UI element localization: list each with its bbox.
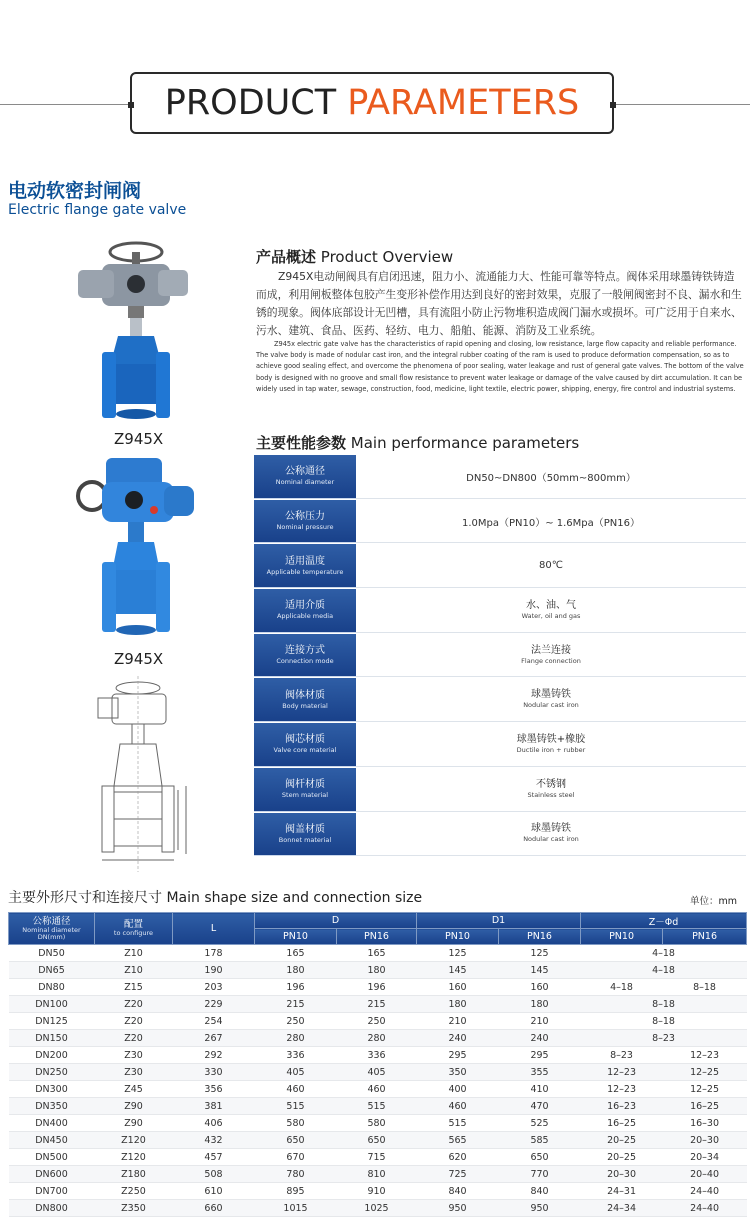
performance-value [356, 723, 746, 767]
key-en: Nominal diameter [275, 478, 335, 487]
product-name-en: Electric flange gate valve [8, 202, 187, 218]
performance-key [254, 768, 356, 812]
table-row [9, 1081, 747, 1098]
table-cell: 810 [337, 1166, 417, 1183]
table-cell: DN50 [9, 945, 95, 962]
performance-row [254, 678, 746, 723]
key-en: Connection mode [276, 657, 334, 666]
key-en: Applicable media [276, 612, 334, 621]
table-cell: DN350 [9, 1098, 95, 1115]
table-cell: Z120 [95, 1149, 173, 1166]
header-d: D [255, 913, 417, 929]
table-cell: DN150 [9, 1030, 95, 1047]
table-cell: 508 [173, 1166, 255, 1183]
table-cell: 650 [337, 1132, 417, 1149]
table-cell: DN80 [9, 979, 95, 996]
table-cell: 650 [255, 1132, 337, 1149]
table-cell: 8–18 [581, 996, 747, 1013]
size-title: 主要外形尺寸和连接尺寸 Main shape size and connection size [8, 890, 423, 906]
gate-valve-actuator-handwheel [72, 452, 200, 648]
table-cell: 240 [499, 1030, 581, 1047]
table-cell: 165 [255, 945, 337, 962]
table-cell: 196 [337, 979, 417, 996]
header-z: Z－Φd [581, 913, 747, 929]
table-cell: 190 [173, 962, 255, 979]
performance-key [254, 455, 356, 499]
table-cell: 8–18 [581, 1013, 747, 1030]
table-cell: DN125 [9, 1013, 95, 1030]
header-pn16: PN16 [337, 929, 417, 945]
table-cell: Z20 [95, 996, 173, 1013]
table-cell: 381 [173, 1098, 255, 1115]
banner-title [165, 83, 580, 123]
table-cell: 210 [499, 1013, 581, 1030]
overview-text-cn: Z945X电动闸阀具有启闭迅速，阻力小、流通能力大、性能可靠等特点。阀体采用球墨铸铁铸造而成，利用闸板整体包胶产生变形补偿作用达到良好的密封效果，克服了一般闸阀密封不良、漏水和生锈的现象。阀体底部设计无凹槽，具有流阻小防止污物堆积造成阀门漏水或损坏。可广泛用于自来水、污水、建筑、食品、医药、轻纺、电力、船舶、能源、消防及工业系统。 [256, 270, 742, 337]
table-cell: Z20 [95, 1013, 173, 1030]
table-cell: 165 [337, 945, 417, 962]
table-cell: 295 [499, 1047, 581, 1064]
header-dn [9, 913, 95, 945]
key-en: Stem material [281, 791, 329, 800]
table-cell: 580 [337, 1115, 417, 1132]
performance-value [356, 500, 746, 544]
key-cn: 阀杆材质 [285, 779, 325, 791]
table-cell: DN200 [9, 1047, 95, 1064]
table-cell: 356 [173, 1081, 255, 1098]
table-cell: 20–30 [663, 1132, 747, 1149]
key-en: Bonnet material [278, 835, 332, 844]
table-cell: 460 [255, 1081, 337, 1098]
table-cell: 20–34 [663, 1149, 747, 1166]
header-pn10: PN10 [255, 929, 337, 945]
key-cn: 阀体材质 [285, 689, 325, 701]
table-cell: Z180 [95, 1166, 173, 1183]
table-cell: 355 [499, 1064, 581, 1081]
performance-row [254, 544, 746, 589]
table-cell: 432 [173, 1132, 255, 1149]
table-cell: 8–23 [581, 1030, 747, 1047]
performance-row [254, 723, 746, 768]
table-cell: 250 [255, 1013, 337, 1030]
table-cell: Z250 [95, 1183, 173, 1200]
table-cell: 145 [417, 962, 499, 979]
model-label-1: Z945X [114, 430, 164, 448]
table-cell: 145 [499, 962, 581, 979]
table-cell: 515 [417, 1115, 499, 1132]
table-cell: 125 [499, 945, 581, 962]
table-row [9, 1200, 747, 1217]
table-cell: 585 [499, 1132, 581, 1149]
table-row [9, 1064, 747, 1081]
value-en: Water, oil and gas [521, 611, 581, 620]
table-cell: 336 [255, 1047, 337, 1064]
gate-valve-actuator-large [72, 240, 200, 430]
performance-key [254, 813, 356, 857]
performance-key [254, 678, 356, 722]
table-cell: 20–30 [581, 1166, 663, 1183]
table-cell: Z10 [95, 945, 173, 962]
performance-value [356, 678, 746, 722]
table-cell: 565 [417, 1132, 499, 1149]
table-cell: 12–23 [663, 1047, 747, 1064]
table-cell: 203 [173, 979, 255, 996]
table-cell: 180 [337, 962, 417, 979]
value-cn: 法兰连接 [531, 644, 571, 656]
table-cell: DN600 [9, 1166, 95, 1183]
table-cell: 16–30 [663, 1115, 747, 1132]
header-pn16: PN16 [499, 929, 581, 945]
size-table-body [9, 945, 747, 1217]
key-cn: 阀盖材质 [285, 823, 325, 835]
table-row [9, 979, 747, 996]
size-table [8, 912, 747, 1217]
value-en: Nodular cast iron [523, 701, 579, 710]
performance-title-cn: 主要性能参数 [256, 434, 347, 452]
key-en: Valve core material [273, 746, 337, 755]
section-banner [130, 72, 614, 134]
table-row [9, 1115, 747, 1132]
table-cell: 470 [499, 1098, 581, 1115]
value-main: 1.0Mpa（PN10）~ 1.6Mpa（PN16） [461, 517, 641, 529]
performance-value [356, 455, 746, 499]
key-cn: 连接方式 [285, 645, 325, 657]
table-cell: 160 [417, 979, 499, 996]
table-cell: 610 [173, 1183, 255, 1200]
value-cn: 水、油、气 [526, 599, 576, 611]
table-row [9, 1166, 747, 1183]
performance-table [254, 455, 746, 857]
value-main: DN50~DN800（50mm~800mm） [466, 472, 636, 484]
performance-row [254, 455, 746, 500]
performance-key [254, 589, 356, 633]
overview-text-en: Z945x electric gate valve has the characteristics of rapid opening and closing, low resistance, large flow capacity and reliable performance. The valve body is made of nodular cast iron, and the integral rubber coating of the ram is used to produce deformation compensation, so as to achieve good sealing effect, and overcome the phenomena of poor sealing, water leakage and rust of general gate valves. The bottom of the valve body is designed with no groove and small flow resistance to prevent water leakage or damage of the valve caused by dirt accumulation. It can be widely used in tap water, sewage, construction, food, medicine, light textile, electric power, shipping, energy, fire control and industrial systems. [256, 340, 744, 393]
performance-key [254, 634, 356, 678]
table-cell: 8–23 [581, 1047, 663, 1064]
value-cn: 不锈钢 [536, 778, 566, 790]
header-pn10: PN10 [581, 929, 663, 945]
table-cell: 715 [337, 1149, 417, 1166]
table-row [9, 1149, 747, 1166]
table-cell: 292 [173, 1047, 255, 1064]
table-cell: 405 [337, 1064, 417, 1081]
value-cn: 球墨铸铁 [531, 823, 571, 835]
table-cell: 16–23 [581, 1098, 663, 1115]
table-cell: 12–23 [581, 1064, 663, 1081]
performance-key [254, 500, 356, 544]
table-cell: Z45 [95, 1081, 173, 1098]
value-en: Stainless steel [527, 790, 575, 799]
key-cn: 公称通径 [285, 466, 325, 478]
performance-value [356, 634, 746, 678]
overview-title-cn: 产品概述 [256, 248, 317, 266]
header-pn16: PN16 [663, 929, 747, 945]
banner-title-part2: PARAMETERS [347, 83, 580, 123]
table-cell: 1015 [255, 1200, 337, 1217]
table-cell: 267 [173, 1030, 255, 1047]
table-cell: 406 [173, 1115, 255, 1132]
key-en: Body material [282, 701, 328, 710]
table-cell: Z120 [95, 1132, 173, 1149]
table-cell: 180 [255, 962, 337, 979]
table-cell: 240 [417, 1030, 499, 1047]
key-en: Applicable temperature [266, 567, 344, 576]
table-cell: DN65 [9, 962, 95, 979]
overview-title-en: Product Overview [320, 248, 454, 266]
unit-label: 单位：mm [690, 896, 738, 907]
key-cn: 公称压力 [285, 511, 325, 523]
value-cn: 球墨铸铁+橡胶 [516, 733, 586, 745]
table-cell: 525 [499, 1115, 581, 1132]
table-cell: Z30 [95, 1064, 173, 1081]
table-cell: 180 [499, 996, 581, 1013]
table-cell: 12–23 [581, 1081, 663, 1098]
table-cell: 125 [417, 945, 499, 962]
table-cell: 295 [417, 1047, 499, 1064]
table-cell: 770 [499, 1166, 581, 1183]
header-l: L [173, 913, 255, 945]
table-cell: 457 [173, 1149, 255, 1166]
table-cell: 215 [337, 996, 417, 1013]
table-cell: DN450 [9, 1132, 95, 1149]
table-cell: 229 [173, 996, 255, 1013]
table-cell: 350 [417, 1064, 499, 1081]
table-cell: 910 [337, 1183, 417, 1200]
table-row [9, 1047, 747, 1064]
table-cell: 196 [255, 979, 337, 996]
table-cell: 4–18 [581, 979, 663, 996]
table-cell: 8–18 [663, 979, 747, 996]
model-label-2: Z945X [114, 650, 164, 668]
table-cell: Z350 [95, 1200, 173, 1217]
table-cell: 840 [499, 1183, 581, 1200]
table-cell: 780 [255, 1166, 337, 1183]
table-cell: 515 [255, 1098, 337, 1115]
header-d1: D1 [417, 913, 581, 929]
table-cell: Z90 [95, 1098, 173, 1115]
table-cell: Z90 [95, 1115, 173, 1132]
performance-row [254, 768, 746, 813]
header-config-en: to configure [113, 929, 154, 937]
table-cell: Z30 [95, 1047, 173, 1064]
table-cell: 20–40 [663, 1166, 747, 1183]
table-cell: Z15 [95, 979, 173, 996]
table-cell: 725 [417, 1166, 499, 1183]
performance-title-en: Main performance parameters [350, 434, 580, 452]
table-cell: 460 [417, 1098, 499, 1115]
table-cell: 20–25 [581, 1149, 663, 1166]
value-en: Flange connection [521, 656, 581, 665]
table-cell: 20–25 [581, 1132, 663, 1149]
table-cell: 515 [337, 1098, 417, 1115]
value-en: Nodular cast iron [523, 835, 579, 844]
performance-value [356, 589, 746, 633]
performance-row [254, 500, 746, 545]
table-cell: 1025 [337, 1200, 417, 1217]
table-cell: DN300 [9, 1081, 95, 1098]
table-row [9, 1013, 747, 1030]
table-row [9, 962, 747, 979]
performance-value [356, 768, 746, 812]
table-cell: DN400 [9, 1115, 95, 1132]
header-dn-cn: 公称通径 [32, 915, 71, 927]
value-cn: 球墨铸铁 [531, 689, 571, 701]
key-cn: 适用介质 [285, 600, 325, 612]
table-cell: Z20 [95, 1030, 173, 1047]
table-cell: 160 [499, 979, 581, 996]
table-cell: 250 [337, 1013, 417, 1030]
table-cell: 405 [255, 1064, 337, 1081]
table-row [9, 945, 747, 962]
table-cell: 178 [173, 945, 255, 962]
table-cell: 580 [255, 1115, 337, 1132]
table-cell: 12–25 [663, 1064, 747, 1081]
overview-title [256, 246, 453, 267]
table-cell: 410 [499, 1081, 581, 1098]
table-cell: DN700 [9, 1183, 95, 1200]
header-config [95, 913, 173, 945]
table-cell: 280 [337, 1030, 417, 1047]
performance-value [356, 544, 746, 588]
table-row [9, 1030, 747, 1047]
key-cn: 阀芯材质 [285, 734, 325, 746]
header-dn-en: Nominal diameter DN(mm) [22, 925, 81, 941]
table-cell: 460 [337, 1081, 417, 1098]
table-cell: 24–34 [581, 1200, 663, 1217]
table-cell: 12–25 [663, 1081, 747, 1098]
performance-key [254, 723, 356, 767]
table-cell: 254 [173, 1013, 255, 1030]
table-cell: 24–40 [663, 1183, 747, 1200]
table-cell: 950 [417, 1200, 499, 1217]
table-cell: DN500 [9, 1149, 95, 1166]
table-row [9, 1132, 747, 1149]
table-cell: Z10 [95, 962, 173, 979]
header-pn10: PN10 [417, 929, 499, 945]
table-cell: DN800 [9, 1200, 95, 1217]
table-cell: 336 [337, 1047, 417, 1064]
table-cell: 280 [255, 1030, 337, 1047]
table-cell: 24–40 [663, 1200, 747, 1217]
product-name-cn: 电动软密封闸阀 [8, 180, 142, 202]
table-cell: 620 [417, 1149, 499, 1166]
table-cell: 16–25 [581, 1115, 663, 1132]
table-cell: 660 [173, 1200, 255, 1217]
table-cell: 4–18 [581, 945, 747, 962]
table-cell: 895 [255, 1183, 337, 1200]
table-cell: 400 [417, 1081, 499, 1098]
value-main: 80℃ [539, 560, 563, 572]
table-cell: 950 [499, 1200, 581, 1217]
table-cell: 4–18 [581, 962, 747, 979]
table-row [9, 1098, 747, 1115]
performance-value [356, 813, 746, 857]
key-cn: 适用温度 [285, 555, 325, 567]
table-cell: 840 [417, 1183, 499, 1200]
table-cell: 180 [417, 996, 499, 1013]
table-cell: DN100 [9, 996, 95, 1013]
header-config-cn: 配置 [123, 919, 143, 930]
table-cell: DN250 [9, 1064, 95, 1081]
table-cell: 650 [499, 1149, 581, 1166]
performance-title [256, 432, 579, 453]
performance-row [254, 634, 746, 679]
table-cell: 24–31 [581, 1183, 663, 1200]
table-cell: 215 [255, 996, 337, 1013]
banner-title-part1: PRODUCT [164, 83, 348, 123]
table-cell: 330 [173, 1064, 255, 1081]
gate-valve-dimension-drawing [94, 676, 204, 872]
performance-row [254, 589, 746, 634]
value-en: Ductile iron + rubber [516, 745, 586, 754]
performance-key [254, 544, 356, 588]
table-cell: 16–25 [663, 1098, 747, 1115]
table-row [9, 996, 747, 1013]
table-row [9, 1183, 747, 1200]
performance-row [254, 813, 746, 858]
key-en: Nominal pressure [276, 523, 334, 532]
table-cell: 670 [255, 1149, 337, 1166]
table-cell: 210 [417, 1013, 499, 1030]
